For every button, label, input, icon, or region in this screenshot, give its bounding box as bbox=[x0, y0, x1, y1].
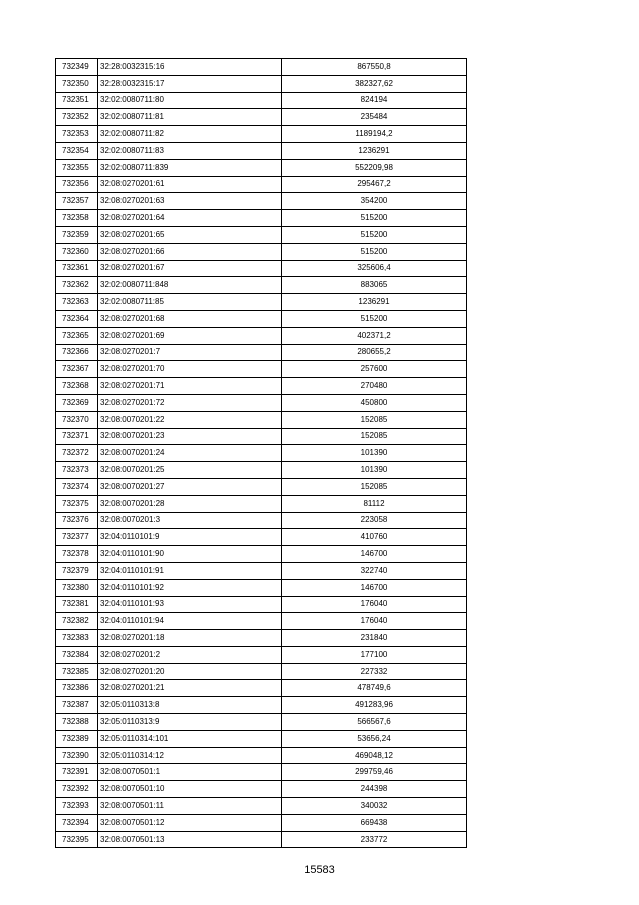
table-row bbox=[56, 495, 467, 512]
table-row bbox=[56, 814, 467, 831]
row-number-cell: 732391 bbox=[56, 764, 98, 781]
table-row bbox=[56, 831, 467, 848]
cadastral-number-cell: 32:04:0110101:90 bbox=[98, 546, 282, 563]
cadastral-number-cell: 32:02:0080711:81 bbox=[98, 109, 282, 126]
table-row bbox=[56, 478, 467, 495]
row-number-cell: 732351 bbox=[56, 92, 98, 109]
cadastral-number-cell: 32:04:0110101:92 bbox=[98, 579, 282, 596]
row-number-cell: 732389 bbox=[56, 730, 98, 747]
table-row bbox=[56, 680, 467, 697]
cadastral-number-cell: 32:28:0032315:16 bbox=[98, 59, 282, 76]
row-number-cell: 732383 bbox=[56, 630, 98, 647]
cadastral-number-cell: 32:08:0070201:27 bbox=[98, 478, 282, 495]
table-row bbox=[56, 613, 467, 630]
row-number-cell: 732384 bbox=[56, 646, 98, 663]
cadastral-number-cell: 32:02:0080711:80 bbox=[98, 92, 282, 109]
row-number-cell: 732371 bbox=[56, 428, 98, 445]
cadastral-number-cell: 32:08:0070501:12 bbox=[98, 814, 282, 831]
table-row bbox=[56, 697, 467, 714]
row-number-cell: 732354 bbox=[56, 142, 98, 159]
cadastral-number-cell: 32:28:0032315:17 bbox=[98, 75, 282, 92]
value-cell: 299759,46 bbox=[282, 764, 467, 781]
cadastral-number-cell: 32:02:0080711:85 bbox=[98, 294, 282, 311]
table-row bbox=[56, 529, 467, 546]
cadastral-number-cell: 32:08:0070201:22 bbox=[98, 411, 282, 428]
table-row bbox=[56, 747, 467, 764]
row-number-cell: 732378 bbox=[56, 546, 98, 563]
cadastral-number-cell: 32:08:0070201:24 bbox=[98, 445, 282, 462]
cadastral-number-cell: 32:08:0070501:10 bbox=[98, 781, 282, 798]
value-cell: 867550,8 bbox=[282, 59, 467, 76]
data-table bbox=[55, 58, 467, 848]
cadastral-number-cell: 32:08:0070501:11 bbox=[98, 798, 282, 815]
row-number-cell: 732374 bbox=[56, 478, 98, 495]
value-cell: 146700 bbox=[282, 579, 467, 596]
row-number-cell: 732387 bbox=[56, 697, 98, 714]
table-row bbox=[56, 310, 467, 327]
row-number-cell: 732364 bbox=[56, 310, 98, 327]
row-number-cell: 732370 bbox=[56, 411, 98, 428]
value-cell: 325606,4 bbox=[282, 260, 467, 277]
cadastral-number-cell: 32:05:0110314:101 bbox=[98, 730, 282, 747]
row-number-cell: 732380 bbox=[56, 579, 98, 596]
row-number-cell: 732362 bbox=[56, 277, 98, 294]
cadastral-number-cell: 32:08:0270201:2 bbox=[98, 646, 282, 663]
cadastral-number-cell: 32:08:0270201:64 bbox=[98, 210, 282, 227]
row-number-cell: 732369 bbox=[56, 394, 98, 411]
cadastral-number-cell: 32:08:0070201:28 bbox=[98, 495, 282, 512]
row-number-cell: 732393 bbox=[56, 798, 98, 815]
table-row bbox=[56, 579, 467, 596]
value-cell: 340032 bbox=[282, 798, 467, 815]
table-row bbox=[56, 462, 467, 479]
value-cell: 270480 bbox=[282, 378, 467, 395]
row-number-cell: 732382 bbox=[56, 613, 98, 630]
row-number-cell: 732366 bbox=[56, 344, 98, 361]
cadastral-number-cell: 32:08:0270201:68 bbox=[98, 310, 282, 327]
row-number-cell: 732359 bbox=[56, 226, 98, 243]
table-row bbox=[56, 260, 467, 277]
cadastral-number-cell: 32:08:0070501:1 bbox=[98, 764, 282, 781]
value-cell: 354200 bbox=[282, 193, 467, 210]
table-row bbox=[56, 327, 467, 344]
value-cell: 295467,2 bbox=[282, 176, 467, 193]
cadastral-number-cell: 32:02:0080711:839 bbox=[98, 159, 282, 176]
cadastral-number-cell: 32:08:0070201:25 bbox=[98, 462, 282, 479]
row-number-cell: 732379 bbox=[56, 562, 98, 579]
value-cell: 81112 bbox=[282, 495, 467, 512]
value-cell: 257600 bbox=[282, 361, 467, 378]
value-cell: 402371,2 bbox=[282, 327, 467, 344]
value-cell: 101390 bbox=[282, 462, 467, 479]
value-cell: 382327,62 bbox=[282, 75, 467, 92]
row-number-cell: 732367 bbox=[56, 361, 98, 378]
row-number-cell: 732360 bbox=[56, 243, 98, 260]
value-cell: 322740 bbox=[282, 562, 467, 579]
value-cell: 223058 bbox=[282, 512, 467, 529]
cadastral-number-cell: 32:04:0110101:93 bbox=[98, 596, 282, 613]
row-number-cell: 732388 bbox=[56, 714, 98, 731]
table-row bbox=[56, 59, 467, 76]
value-cell: 410760 bbox=[282, 529, 467, 546]
table-row bbox=[56, 714, 467, 731]
table-row bbox=[56, 730, 467, 747]
row-number-cell: 732392 bbox=[56, 781, 98, 798]
value-cell: 515200 bbox=[282, 210, 467, 227]
row-number-cell: 732390 bbox=[56, 747, 98, 764]
value-cell: 1236291 bbox=[282, 294, 467, 311]
value-cell: 515200 bbox=[282, 226, 467, 243]
cadastral-number-cell: 32:05:0110313:9 bbox=[98, 714, 282, 731]
cadastral-number-cell: 32:02:0080711:848 bbox=[98, 277, 282, 294]
cadastral-number-cell: 32:02:0080711:82 bbox=[98, 126, 282, 143]
table-row bbox=[56, 378, 467, 395]
table-row bbox=[56, 92, 467, 109]
row-number-cell: 732386 bbox=[56, 680, 98, 697]
value-cell: 280655,2 bbox=[282, 344, 467, 361]
table-row bbox=[56, 428, 467, 445]
value-cell: 566567,6 bbox=[282, 714, 467, 731]
cadastral-number-cell: 32:08:0270201:7 bbox=[98, 344, 282, 361]
row-number-cell: 732377 bbox=[56, 529, 98, 546]
table-row bbox=[56, 142, 467, 159]
row-number-cell: 732376 bbox=[56, 512, 98, 529]
table-row bbox=[56, 512, 467, 529]
table-row bbox=[56, 764, 467, 781]
row-number-cell: 732358 bbox=[56, 210, 98, 227]
row-number-cell: 732356 bbox=[56, 176, 98, 193]
table-row bbox=[56, 126, 467, 143]
cadastral-number-cell: 32:08:0270201:65 bbox=[98, 226, 282, 243]
row-number-cell: 732368 bbox=[56, 378, 98, 395]
cadastral-number-cell: 32:08:0270201:72 bbox=[98, 394, 282, 411]
row-number-cell: 732385 bbox=[56, 663, 98, 680]
value-cell: 515200 bbox=[282, 243, 467, 260]
table-row bbox=[56, 294, 467, 311]
value-cell: 552209,98 bbox=[282, 159, 467, 176]
value-cell: 669438 bbox=[282, 814, 467, 831]
row-number-cell: 732349 bbox=[56, 59, 98, 76]
value-cell: 152085 bbox=[282, 411, 467, 428]
value-cell: 469048,12 bbox=[282, 747, 467, 764]
value-cell: 1189194,2 bbox=[282, 126, 467, 143]
cadastral-number-cell: 32:08:0270201:71 bbox=[98, 378, 282, 395]
row-number-cell: 732394 bbox=[56, 814, 98, 831]
row-number-cell: 732373 bbox=[56, 462, 98, 479]
table-row bbox=[56, 361, 467, 378]
cadastral-number-cell: 32:08:0270201:20 bbox=[98, 663, 282, 680]
table-row bbox=[56, 159, 467, 176]
table-row bbox=[56, 210, 467, 227]
cadastral-number-cell: 32:05:0110314:12 bbox=[98, 747, 282, 764]
value-cell: 176040 bbox=[282, 596, 467, 613]
table-row bbox=[56, 109, 467, 126]
value-cell: 53656,24 bbox=[282, 730, 467, 747]
cadastral-number-cell: 32:04:0110101:94 bbox=[98, 613, 282, 630]
table-row bbox=[56, 445, 467, 462]
value-cell: 478749,6 bbox=[282, 680, 467, 697]
value-cell: 883065 bbox=[282, 277, 467, 294]
value-cell: 177100 bbox=[282, 646, 467, 663]
table-row bbox=[56, 411, 467, 428]
table-row bbox=[56, 344, 467, 361]
value-cell: 146700 bbox=[282, 546, 467, 563]
value-cell: 1236291 bbox=[282, 142, 467, 159]
table-row bbox=[56, 663, 467, 680]
row-number-cell: 732381 bbox=[56, 596, 98, 613]
cadastral-number-cell: 32:08:0070501:13 bbox=[98, 831, 282, 848]
value-cell: 152085 bbox=[282, 428, 467, 445]
table-row bbox=[56, 176, 467, 193]
row-number-cell: 732350 bbox=[56, 75, 98, 92]
cadastral-number-cell: 32:04:0110101:91 bbox=[98, 562, 282, 579]
table-row bbox=[56, 646, 467, 663]
value-cell: 515200 bbox=[282, 310, 467, 327]
cadastral-number-cell: 32:08:0270201:63 bbox=[98, 193, 282, 210]
value-cell: 235484 bbox=[282, 109, 467, 126]
row-number-cell: 732355 bbox=[56, 159, 98, 176]
value-cell: 824194 bbox=[282, 92, 467, 109]
row-number-cell: 732365 bbox=[56, 327, 98, 344]
row-number-cell: 732375 bbox=[56, 495, 98, 512]
cadastral-number-cell: 32:08:0070201:3 bbox=[98, 512, 282, 529]
value-cell: 176040 bbox=[282, 613, 467, 630]
table-row bbox=[56, 781, 467, 798]
cadastral-number-cell: 32:08:0270201:21 bbox=[98, 680, 282, 697]
cadastral-number-cell: 32:08:0270201:61 bbox=[98, 176, 282, 193]
row-number-cell: 732352 bbox=[56, 109, 98, 126]
row-number-cell: 732361 bbox=[56, 260, 98, 277]
cadastral-number-cell: 32:08:0270201:70 bbox=[98, 361, 282, 378]
row-number-cell: 732372 bbox=[56, 445, 98, 462]
table-body bbox=[56, 59, 467, 848]
value-cell: 101390 bbox=[282, 445, 467, 462]
page-number: 15583 bbox=[304, 864, 335, 876]
table-row bbox=[56, 596, 467, 613]
value-cell: 233772 bbox=[282, 831, 467, 848]
table-row bbox=[56, 277, 467, 294]
row-number-cell: 732395 bbox=[56, 831, 98, 848]
value-cell: 152085 bbox=[282, 478, 467, 495]
table-row bbox=[56, 562, 467, 579]
value-cell: 227332 bbox=[282, 663, 467, 680]
value-cell: 231840 bbox=[282, 630, 467, 647]
value-cell: 244398 bbox=[282, 781, 467, 798]
cadastral-number-cell: 32:08:0070201:23 bbox=[98, 428, 282, 445]
table-row bbox=[56, 226, 467, 243]
value-cell: 450800 bbox=[282, 394, 467, 411]
cadastral-number-cell: 32:08:0270201:67 bbox=[98, 260, 282, 277]
row-number-cell: 732363 bbox=[56, 294, 98, 311]
table-row bbox=[56, 546, 467, 563]
value-cell: 491283,96 bbox=[282, 697, 467, 714]
cadastral-number-cell: 32:02:0080711:83 bbox=[98, 142, 282, 159]
table-row bbox=[56, 630, 467, 647]
table-row bbox=[56, 798, 467, 815]
cadastral-number-cell: 32:08:0270201:18 bbox=[98, 630, 282, 647]
cadastral-number-cell: 32:04:0110101:9 bbox=[98, 529, 282, 546]
table-row bbox=[56, 243, 467, 260]
table-row bbox=[56, 75, 467, 92]
cadastral-number-cell: 32:08:0270201:69 bbox=[98, 327, 282, 344]
row-number-cell: 732357 bbox=[56, 193, 98, 210]
cadastral-number-cell: 32:08:0270201:66 bbox=[98, 243, 282, 260]
table-row bbox=[56, 394, 467, 411]
cadastral-number-cell: 32:05:0110313:8 bbox=[98, 697, 282, 714]
table-row bbox=[56, 193, 467, 210]
row-number-cell: 732353 bbox=[56, 126, 98, 143]
